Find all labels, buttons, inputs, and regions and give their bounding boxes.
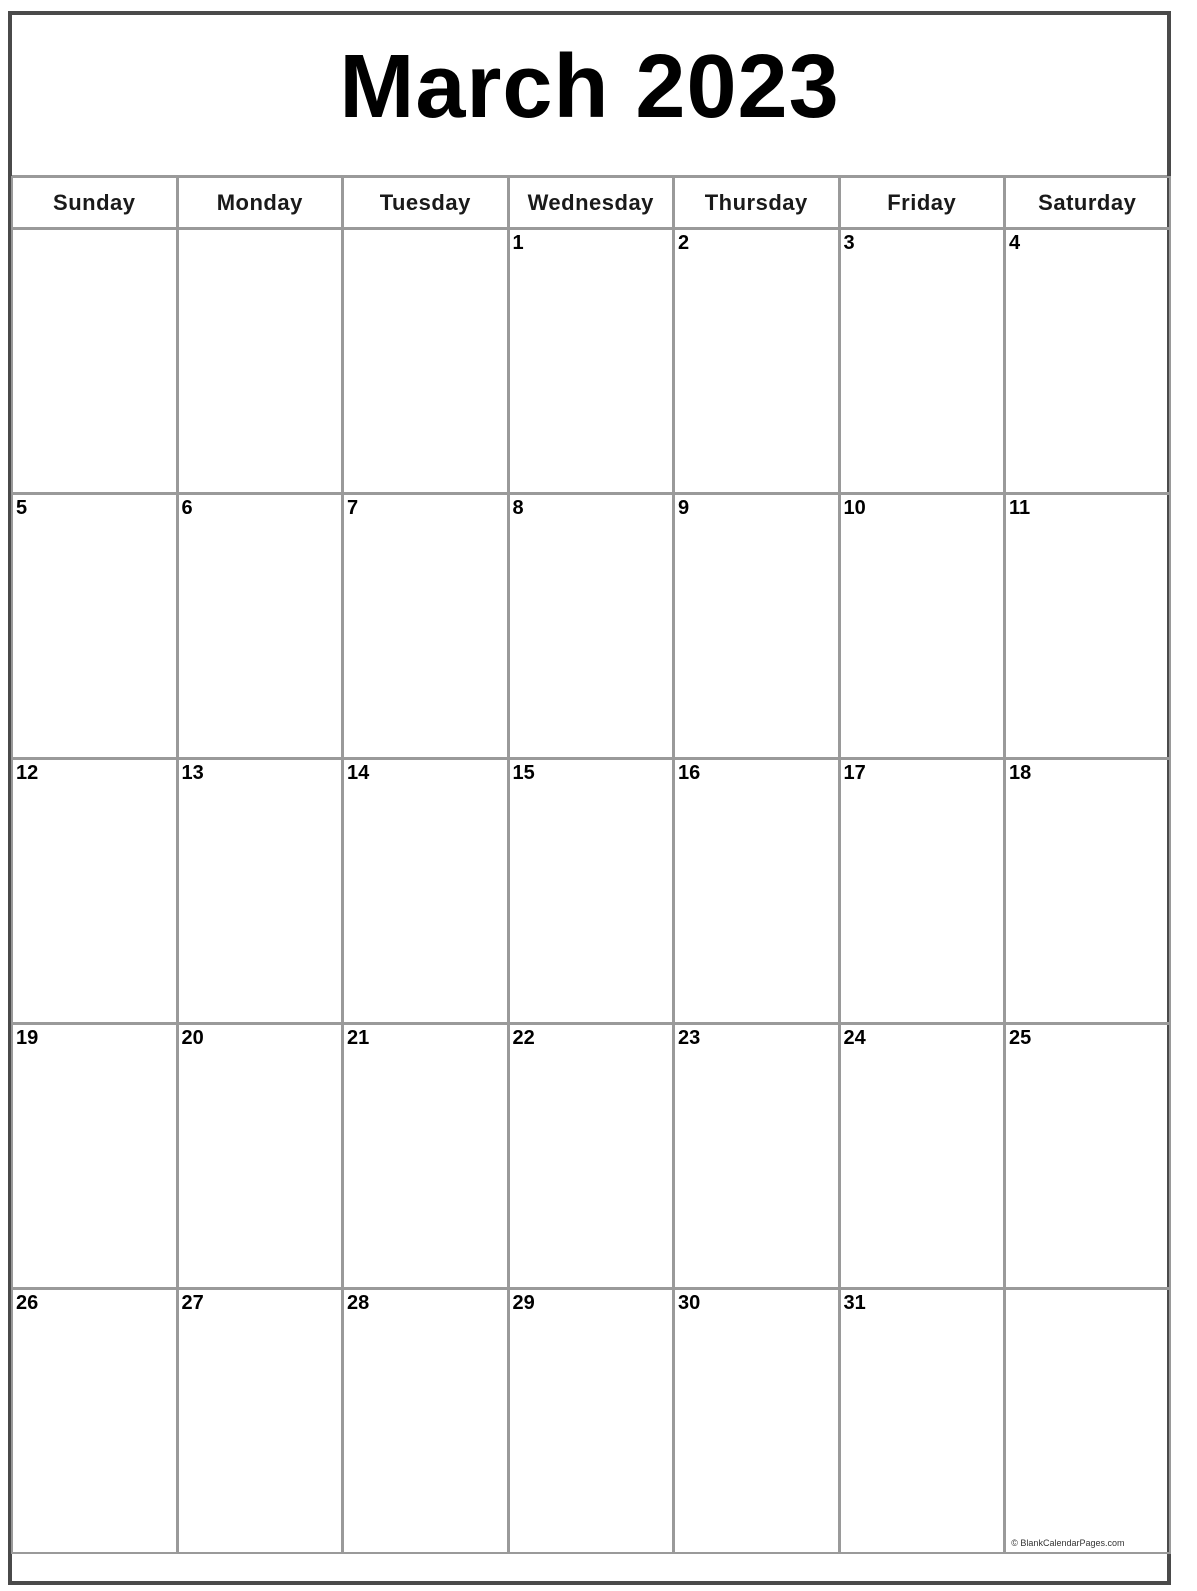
day-number: 24 [843,1027,866,1049]
day-cell [508,228,675,494]
day-cell [177,1288,344,1554]
day-cell [839,758,1006,1024]
weekday-header-thursday: Thursday [673,176,840,229]
day-number: 12 [16,762,39,784]
day-number: 21 [347,1027,370,1049]
day-cell [11,493,178,759]
day-number: 4 [1009,232,1021,254]
day-number: 27 [181,1292,204,1314]
day-cell [673,1023,840,1289]
day-cell [1004,1023,1171,1289]
day-cell [508,1023,675,1289]
day-number: 18 [1009,762,1032,784]
day-cell [673,228,840,494]
day-number: 9 [678,497,690,519]
weekday-header-wednesday: Wednesday [508,176,675,229]
day-cell [177,758,344,1024]
day-cell [342,493,509,759]
day-cell [11,1288,178,1554]
day-number: 6 [181,497,193,519]
day-cell [839,493,1006,759]
day-number: 7 [347,497,359,519]
calendar-title: March 2023 [339,36,840,137]
title-bar [12,15,1167,177]
day-cell [673,758,840,1024]
day-cell [342,758,509,1024]
day-cell [508,493,675,759]
day-number: 28 [347,1292,370,1314]
day-cell [673,1288,840,1554]
day-number: 3 [843,232,855,254]
day-number: 17 [843,762,866,784]
day-cell [1004,228,1171,494]
day-number: 10 [843,497,866,519]
day-cell [177,493,344,759]
day-number: 11 [1009,497,1031,519]
day-cell [1004,758,1171,1024]
weekday-header-sunday: Sunday [11,176,178,229]
day-number: 31 [843,1292,866,1314]
day-number: 15 [512,762,535,784]
weekday-header-saturday: Saturday [1004,176,1171,229]
day-number: 25 [1009,1027,1032,1049]
day-number: 14 [347,762,370,784]
day-number: 1 [512,232,524,254]
day-cell [839,228,1006,494]
day-number: 30 [678,1292,701,1314]
day-number: 5 [16,497,28,519]
day-cell [11,228,178,494]
day-cell [508,1288,675,1554]
day-cell [673,493,840,759]
weekday-header-tuesday: Tuesday [342,176,509,229]
day-number: 29 [512,1292,535,1314]
day-number: 20 [181,1027,204,1049]
day-cell [1004,493,1171,759]
day-number: 2 [678,232,690,254]
day-cell [342,1288,509,1554]
day-cell [11,1023,178,1289]
weekday-header-friday: Friday [839,176,1006,229]
day-cell [839,1023,1006,1289]
copyright-credit: © BlankCalendarPages.com [1011,1538,1125,1548]
day-number: 26 [16,1292,39,1314]
day-number: 23 [678,1027,701,1049]
calendar [8,11,1171,1585]
day-cell [508,758,675,1024]
day-number: 8 [512,497,524,519]
day-cell [342,1023,509,1289]
day-cell [177,228,344,494]
day-number: 13 [181,762,204,784]
day-cell [342,228,509,494]
day-cell [11,758,178,1024]
calendar-grid [12,177,1171,1554]
day-cell [177,1023,344,1289]
weekday-header-monday: Monday [177,176,344,229]
day-number: 16 [678,762,701,784]
day-number: 19 [16,1027,39,1049]
day-number: 22 [512,1027,535,1049]
day-cell [1004,1288,1171,1554]
day-cell [839,1288,1006,1554]
